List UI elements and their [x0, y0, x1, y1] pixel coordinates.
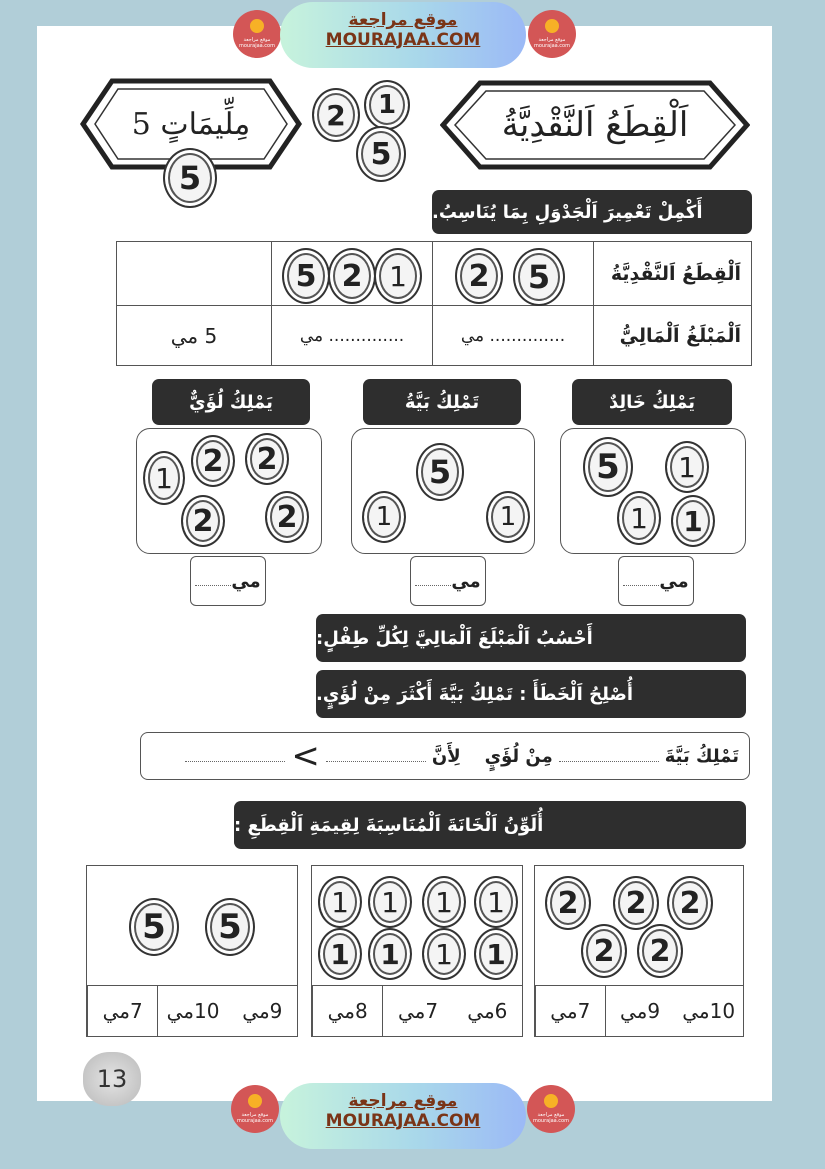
table-cell-empty — [117, 242, 272, 306]
coin-icon: 5 — [282, 248, 330, 304]
correction-sentence — [140, 732, 750, 780]
coin-icon: 2 — [328, 248, 376, 304]
coin-icon: 2 — [667, 876, 713, 930]
instruction-bar — [234, 801, 746, 849]
title-hexagon — [440, 80, 750, 170]
coin-icon: 1 — [143, 451, 185, 505]
watermark-banner-bottom[interactable] — [280, 1083, 526, 1149]
answer-blank[interactable] — [559, 751, 659, 762]
coin-icon: 2 — [191, 435, 235, 487]
coin-icon: 2 — [613, 876, 659, 930]
coin-icon: 2 — [581, 924, 627, 978]
instruction-bar — [316, 614, 746, 662]
page-title: اَلْقِطَعُ اَلنَّقْدِيَّةُ — [501, 105, 689, 145]
watermark-banner-top[interactable] — [280, 2, 526, 68]
amount-input[interactable]: .............. مي — [433, 306, 594, 366]
coin-icon: 1 — [422, 928, 466, 980]
option-cell[interactable]: 7مي — [382, 986, 452, 1036]
child-name-text: يَمْلِكُ خَالِدٌ — [608, 391, 696, 413]
options-row — [312, 985, 522, 1036]
instruction-text: أَكْمِلْ تَعْمِيرَ اَلْجَدْوَلِ بِمَا يُنَاسِبُ. — [432, 201, 703, 223]
watermark-badge-left — [233, 10, 281, 58]
badge-text: موقع مراجعة mourajaa.com — [532, 1112, 569, 1124]
coin-icon: 1 — [374, 248, 422, 304]
answer-blank[interactable] — [185, 751, 285, 762]
options-row — [87, 985, 297, 1036]
coin-icon: 2 — [455, 248, 503, 304]
sentence-start: تَمْلِكُ بَيَّةَ — [664, 745, 739, 767]
coin-icon: 1 — [617, 491, 661, 545]
answer-blank[interactable] — [326, 751, 426, 762]
badge-text: موقع مراجعة mourajaa.com — [238, 37, 275, 49]
option-cell[interactable]: 7مي — [87, 986, 157, 1036]
coin-icon: 1 — [474, 876, 518, 928]
option-cell[interactable]: 6مي — [467, 999, 508, 1023]
watermark-badge-right — [528, 10, 576, 58]
child-name-text: يَمْلِكُ لُؤَيٌّ — [189, 391, 273, 413]
option-cell[interactable]: 7مي — [535, 986, 605, 1036]
coin-icon: 1 — [318, 876, 362, 928]
choice-box-5s — [86, 865, 298, 1037]
answer-dots — [195, 585, 231, 586]
coin-icon: 5 — [205, 898, 255, 956]
badge-text: موقع مراجعة mourajaa.com — [236, 1112, 273, 1124]
badge-text: موقع مراجعة mourajaa.com — [533, 37, 570, 49]
answer-box-khaled[interactable] — [618, 556, 694, 606]
coins-box-khaled — [560, 428, 746, 554]
child-name-louay — [152, 379, 310, 425]
coin-icon: 5 — [583, 437, 633, 497]
watermark-arabic: موقع مراجعة — [348, 1091, 458, 1111]
coin-icon: 5 — [163, 148, 217, 208]
coin-icon: 2 — [265, 491, 309, 543]
watermark-badge-right — [527, 1085, 575, 1133]
instruction-text: أَحْسُبُ اَلْمَبْلَغَ اَلْمَالِيَّ لِكُلِّ طِفْلٍ: — [316, 627, 593, 649]
instruction-text: أُصْلِحُ اَلْخَطَأَ : تَمْلِكُ بَيَّةَ أَكْثَرَ مِنْ لُؤَيٍ. — [316, 683, 634, 705]
option-cell[interactable]: 10مي — [157, 986, 227, 1036]
coin-icon: 2 — [245, 433, 289, 485]
amount-cell: 5 مي — [117, 306, 272, 366]
page-number: 13 — [83, 1052, 141, 1106]
watermark-badge-left — [231, 1085, 279, 1133]
coin-icon: 1 — [474, 928, 518, 980]
row-label-coins: اَلْقِطَعُ اَلنَّقْدِيَّةُ — [594, 242, 752, 306]
coin-icon: 1 — [422, 876, 466, 928]
options-row — [535, 985, 743, 1036]
coin-icon: 5 — [416, 443, 464, 501]
answer-box-louay[interactable] — [190, 556, 266, 606]
coin-icon: 5 — [129, 898, 179, 956]
answer-box-bayya[interactable] — [410, 556, 486, 606]
coins-box-bayya — [351, 428, 535, 554]
coin-icon: 2 — [637, 924, 683, 978]
coin-icon: 1 — [368, 928, 412, 980]
option-cell[interactable]: 9مي — [605, 986, 675, 1036]
coins-table — [116, 241, 752, 366]
coin-icon: 2 — [312, 88, 360, 142]
coin-icon: 1 — [671, 495, 715, 547]
coin-icon: 5 — [513, 248, 565, 306]
option-cell[interactable]: 9مي — [242, 999, 283, 1023]
unit-text: مي — [231, 570, 261, 592]
coins-box-louay — [136, 428, 322, 554]
unit-text: مي — [451, 570, 481, 592]
sentence-because: لِأَنَّ — [431, 745, 461, 767]
answer-dots — [415, 585, 451, 586]
sentence-mid: مِنْ لُؤَيٍ — [484, 745, 553, 767]
coin-icon: 1 — [362, 491, 406, 543]
amount-input[interactable]: .............. مي — [272, 306, 433, 366]
child-name-text: تَمْلِكُ بَيَّةُ — [404, 391, 480, 413]
instruction-bar — [316, 670, 746, 718]
answer-dots — [623, 585, 659, 586]
coin-icon: 2 — [181, 495, 225, 547]
coin-icon: 1 — [364, 80, 410, 130]
watermark-latin: MOURAJAA.COM — [325, 1111, 481, 1131]
row-label-amount: اَلْمَبْلَغُ اَلْمَالِيُّ — [594, 306, 752, 366]
coin-icon: 5 — [356, 126, 406, 182]
coin-icon: 1 — [486, 491, 530, 543]
choice-box-1s — [311, 865, 523, 1037]
unit-label: 5 مِلِّيمَاتٍ — [131, 106, 251, 142]
instruction-bar — [432, 190, 752, 234]
option-cell[interactable]: 8مي — [312, 986, 382, 1036]
child-name-khaled — [572, 379, 732, 425]
unit-text: مي — [659, 570, 689, 592]
instruction-text: أُلَوِّنُ اَلْخَانَةَ اَلْمُنَاسِبَةَ لِقِيمَةِ اَلْقِطَعِ : — [234, 814, 544, 836]
choice-box-2s — [534, 865, 744, 1037]
child-name-bayya — [363, 379, 521, 425]
table-cell-coins — [433, 242, 594, 306]
table-cell-coins — [272, 242, 433, 306]
comparison-symbol: < — [291, 736, 320, 776]
coin-icon: 1 — [368, 876, 412, 928]
watermark-arabic: موقع مراجعة — [348, 10, 458, 30]
coin-icon: 1 — [665, 441, 709, 493]
coin-icon: 1 — [318, 928, 362, 980]
watermark-latin: MOURAJAA.COM — [325, 30, 481, 50]
option-cell[interactable]: 10مي — [682, 999, 736, 1023]
coin-icon: 2 — [545, 876, 591, 930]
